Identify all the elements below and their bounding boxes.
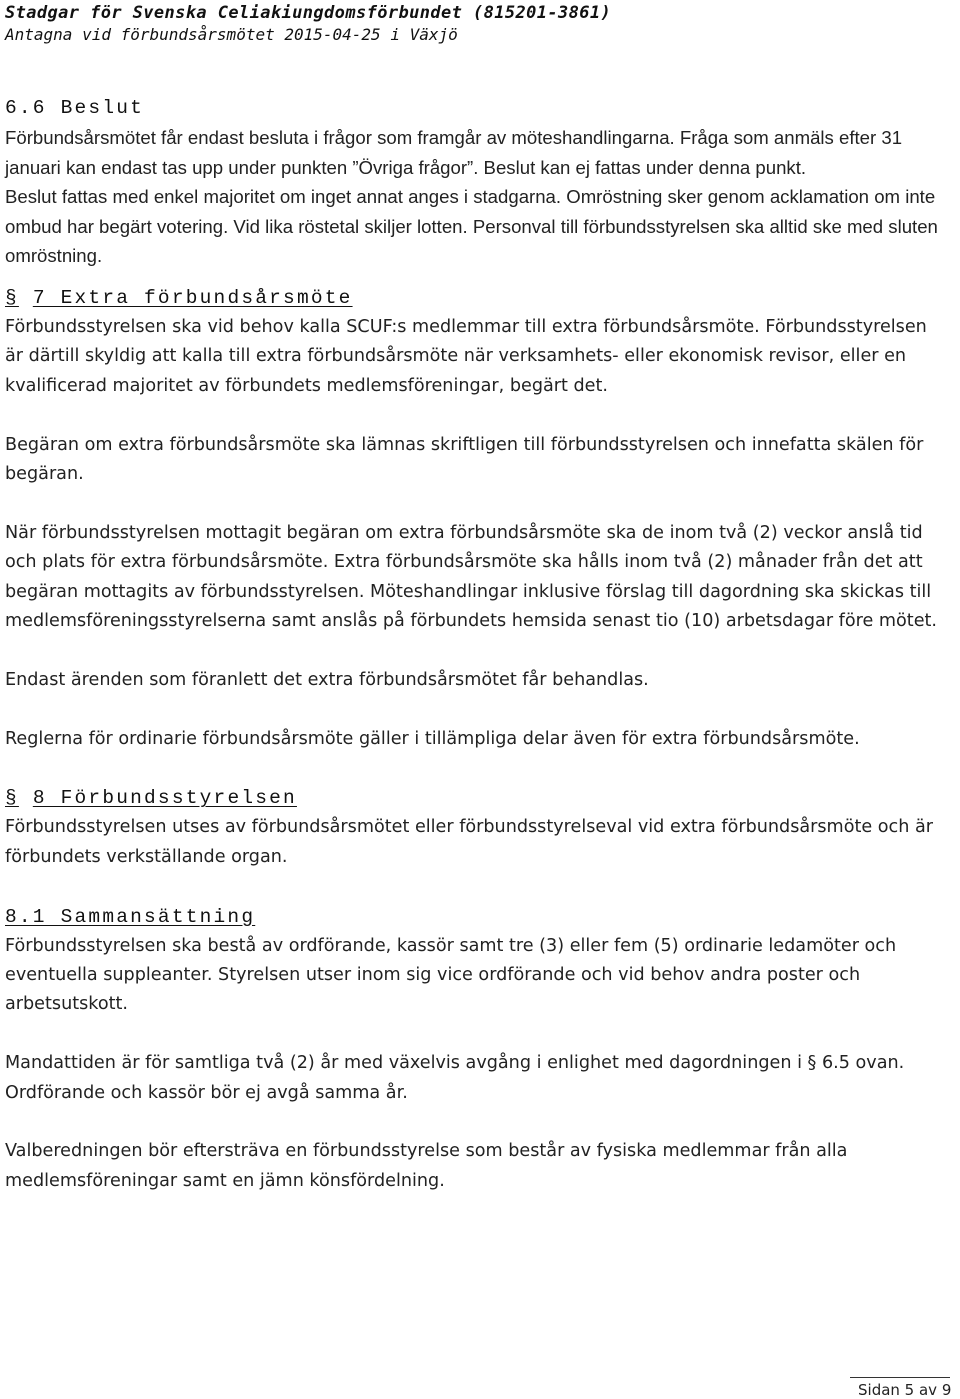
section-heading-text: 8.1 Sammansättning	[5, 905, 256, 928]
paragraph: Beslut fattas med enkel majoritet om inget annat anges i stadgarna. Omröstning sker genom acklamation om inte ombud har begärt votering. Vid lika röstetal skiljer lotten. Personval till förbundsstyrelsen ska alltid ske med sluten omröstning.	[5, 186, 938, 267]
section-symbol: §	[5, 286, 19, 309]
section-heading-6-6: 6.6 Beslut	[5, 97, 145, 119]
section-heading-7	[5, 283, 950, 313]
page-number: Sidan 5 av 9	[858, 1381, 952, 1399]
paragraph: Endast ärenden som föranlett det extra förbundsårsmötet får behandlas.	[5, 669, 649, 690]
paragraph: Begäran om extra förbundsårsmöte ska lämnas skriftligen till förbundsstyrelsen och innefatta skälen för begäran.	[5, 434, 924, 484]
document-body	[5, 93, 950, 1196]
section-heading-text: 7 Extra förbundsårsmöte	[32, 286, 353, 309]
paragraph: Reglerna för ordinarie förbundsårsmöte gäller i tillämpliga delar även för extra förbundsårsmöte.	[5, 728, 860, 749]
paragraph: Förbundsårsmötet får endast besluta i frågor som framgår av möteshandlingarna. Fråga som anmäls efter 31 januari kan endast tas upp under punkten ”Övriga frågor”. Beslut kan ej fattas under denna punkt.	[5, 127, 903, 178]
document-header	[5, 2, 945, 46]
paragraph: Förbundsstyrelsen ska bestå av ordförande, kassör samt tre (3) eller fem (5) ordinarie ledamöter och eventuella suppleanter. Styrelsen utser inom sig vice ordförande och vid behov andra poster och arbetsutskott.	[5, 935, 897, 1015]
paragraph: Förbundsstyrelsen utses av förbundsårsmötet eller förbundsstyrelseval vid extra förbundsårsmöte och är förbundets verkställande organ.	[5, 817, 933, 867]
footer-divider	[850, 1377, 950, 1378]
section-symbol: §	[5, 787, 19, 810]
section-heading-text: 8 Förbundsstyrelsen	[32, 787, 297, 810]
paragraph: När förbundsstyrelsen mottagit begäran om extra förbundsårsmöte ska de inom två (2) veckor anslå tid och plats för extra förbundsårsmöte. Extra förbundsårsmöte ska hålls inom två (2) månader från det att begäran mottagits av förbundsstyrelsen. Möteshandlingar inklusive förslag till dagordning ska skickas till medlemsföreningsstyrelserna samt anslås på förbundets hemsida senast tio (10) arbetsdagar före mötet.	[5, 522, 938, 631]
section-heading-8	[5, 783, 950, 813]
document-title: Stadgar för Svenska Celiakiungdomsförbundet (815201-3861)	[5, 3, 612, 23]
paragraph: Valberedningen bör eftersträva en förbundsstyrelse som består av fysiska medlemmar från alla medlemsföreningar samt en jämn könsfördelning.	[5, 1141, 848, 1191]
document-subtitle: Antagna vid förbundsårsmötet 2015-04-25 i Växjö	[5, 25, 458, 44]
paragraph: Förbundsstyrelsen ska vid behov kalla SCUF:s medlemmar till extra förbundsårsmöte. Förbundsstyrelsen är därtill skyldig att kalla till extra förbundsårsmöte när verksamhets- eller ekonomisk revisor, eller en kvalificerad majoritet av förbundets medlemsföreningar, begärt det.	[5, 316, 927, 396]
section-heading-8-1	[5, 902, 950, 932]
paragraph: Mandattiden är för samtliga två (2) år med växelvis avgång i enlighet med dagordningen i § 6.5 ovan. Ordförande och kassör bör ej avgå samma år.	[5, 1053, 905, 1103]
